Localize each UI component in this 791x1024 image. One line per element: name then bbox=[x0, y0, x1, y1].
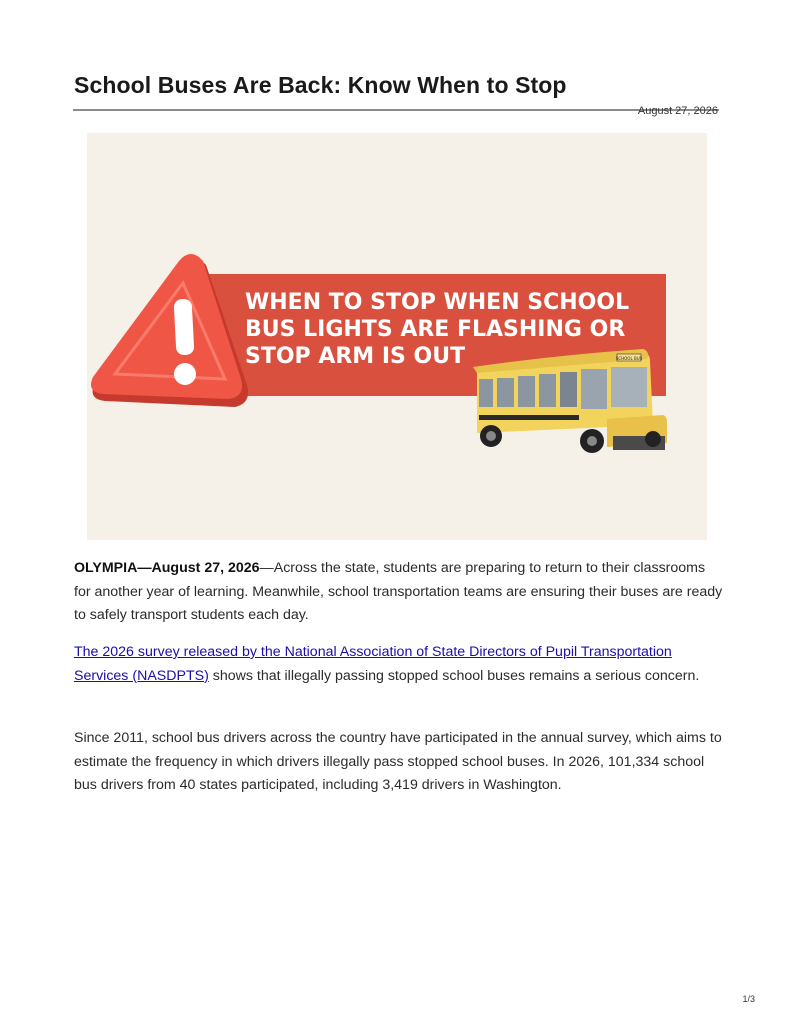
exclamation-dot bbox=[174, 363, 196, 385]
paragraph-history: Since 2011, school bus drivers across the country have participated in the annual survey, which aims to estimate the frequency in which drivers illegally pass stopped school buses. In 2026, 101,334 school bus drivers from 40 states participated, including 3,419 drivers in Washington. bbox=[74, 730, 722, 793]
bus-sign-text: SCHOOL BUS bbox=[615, 356, 643, 361]
page-number: 1/3 bbox=[742, 994, 755, 1004]
hero-illustration bbox=[87, 133, 707, 540]
intro-text: —Across the state, students are preparing to return to their classrooms for another year of learning. Meanwhile, school transportation teams are ensuring their buses are ready to safely transport students each day. bbox=[74, 560, 723, 623]
banner-line-3: STOP ARM IS OUT bbox=[245, 344, 466, 369]
paragraph-survey bbox=[74, 641, 724, 688]
dateline: OLYMPIA—August 27, 2026 bbox=[74, 560, 260, 576]
banner-line-2: BUS LIGHTS ARE FLASHING OR bbox=[245, 317, 626, 342]
paragraph-intro bbox=[74, 557, 724, 628]
title-divider bbox=[73, 109, 719, 111]
banner-line-1: WHEN TO STOP WHEN SCHOOL bbox=[245, 290, 630, 315]
page-title: School Buses Are Back: Know When to Stop bbox=[74, 72, 567, 98]
survey-link[interactable]: The 2026 survey released by the National Association of State Directors of Pupil Transportation Services (NASDPTS) bbox=[74, 644, 672, 684]
hero-image bbox=[87, 133, 707, 540]
exclamation-bar bbox=[174, 299, 195, 356]
publish-date: August 27, 2026 bbox=[637, 105, 718, 117]
survey-text: shows that illegally passing stopped school buses remains a serious concern. bbox=[208, 667, 700, 684]
